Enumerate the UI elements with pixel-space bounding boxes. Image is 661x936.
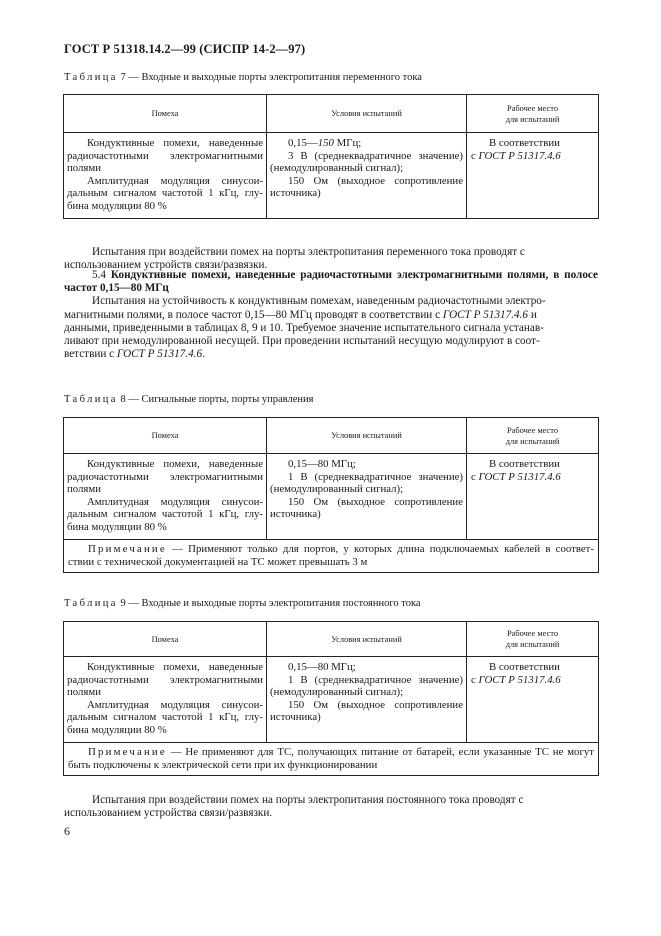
workplace-cell: В соответствии с ГОСТ Р 51317.4.6 <box>467 657 599 743</box>
table7-row <box>64 133 599 219</box>
col-header-conditions: Условия испытаний <box>267 622 467 657</box>
table9-caption: Таблица 9 — Входные и выходные порты электропитания постоянного тока <box>64 598 421 609</box>
section-5-4: 5.4 Кондуктивные помехи, наведенные радиочастотными электромагнитными полями, в полосе частот 0,15—80 МГц Испытания на устойчивость к кондуктивным помехам, наведенным радиочастотными электро- магнитными полями, в полосе частот 0,15—80 МГц проводят в соответствии с ГОСТ Р 51317.4.6 и данными, приведенными в таблицах 8, 9 и 10. Требуемое значение испытательного сигнала устанав- ливают при немодулированной несущей. При проведении испытаний несущую модулируют в соот- ветствии с ГОСТ Р 51317.4.6. <box>64 269 598 361</box>
conditions-cell: 0,15—150 МГц; 3 В (среднеквадратичное значение) (немодулированный сигнал); 150 Ом (выходное сопротивление источника) <box>267 133 467 219</box>
interference-cell: Кондуктивные помехи, наведенные радиочастотными электромагнитными полями Амплитудная модуляция синусои- дальным сигналом частотой 1 кГц, глу- бина модуляции 80 % <box>64 133 267 219</box>
col-header-workplace: Рабочее место для испытаний <box>467 622 599 657</box>
paragraph-ac-ports: Испытания при воздействии помех на порты электропитания переменного тока проводят с использованием устройств связи/развязки. <box>64 246 525 272</box>
page-number: 6 <box>64 824 70 838</box>
table8-note: Примечание — Применяют только для портов, у которых длина подключаемых кабелей в соответ- ствии с технической документацией на ТС может превышать 3 м <box>64 540 599 573</box>
table8-header-row <box>64 418 599 454</box>
table8-note-row <box>64 540 599 573</box>
conditions-cell: 0,15—80 МГц; 1 В (среднеквадратичное значение) (немодулированный сигнал); 150 Ом (выходное сопротивление источника) <box>267 454 467 540</box>
table7-header-row <box>64 95 599 133</box>
col-header-conditions: Условия испытаний <box>267 418 467 454</box>
table9-note: Примечание — Не применяют для ТС, получающих питание от батарей, если указанные ТС не могут быть подключены к электрической сети при их функционировании <box>64 743 599 776</box>
col-header-conditions: Условия испытаний <box>267 95 467 133</box>
document-header: ГОСТ Р 51318.14.2—99 (СИСПР 14-2—97) <box>64 42 306 56</box>
table8-caption: Таблица 8 — Сигнальные порты, порты управления <box>64 394 314 405</box>
table9 <box>63 621 599 776</box>
paragraph-dc-ports: Испытания при воздействии помех на порты электропитания постоянного тока проводят с использованием устройства связи/развязки. <box>64 794 524 820</box>
table9-header-row <box>64 622 599 657</box>
section-5-4-title: 5.4 Кондуктивные помехи, наведенные радиочастотными электромагнитными полями, в полосе <box>92 269 598 281</box>
table8 <box>63 417 599 573</box>
col-header-interference: Помеха <box>64 95 267 133</box>
table9-note-row <box>64 743 599 776</box>
col-header-workplace: Рабочее место для испытаний <box>467 418 599 454</box>
col-header-workplace: Рабочее место для испытаний <box>467 95 599 133</box>
table7 <box>63 94 599 219</box>
table7-caption: Таблица 7 — Входные и выходные порты электропитания переменного тока <box>64 72 422 83</box>
col-header-interference: Помеха <box>64 418 267 454</box>
workplace-cell: В соответствии с ГОСТ Р 51317.4.6 <box>467 454 599 540</box>
col-header-interference: Помеха <box>64 622 267 657</box>
interference-cell: Кондуктивные помехи, наведенные радиочастотными электромагнитными полями Амплитудная модуляция синусои- дальным сигналом частотой 1 кГц, глу- бина модуляции 80 % <box>64 454 267 540</box>
interference-cell: Кондуктивные помехи, наведенные радиочастотными электромагнитными полями Амплитудная модуляция синусои- дальным сигналом частотой 1 кГц, глу- бина модуляции 80 % <box>64 657 267 743</box>
conditions-cell: 0,15—80 МГц; 1 В (среднеквадратичное значение) (немодулированный сигнал); 150 Ом (выходное сопротивление источника) <box>267 657 467 743</box>
table9-row <box>64 657 599 743</box>
table8-row <box>64 454 599 540</box>
workplace-cell: В соответствии с ГОСТ Р 51317.4.6 <box>467 133 599 219</box>
